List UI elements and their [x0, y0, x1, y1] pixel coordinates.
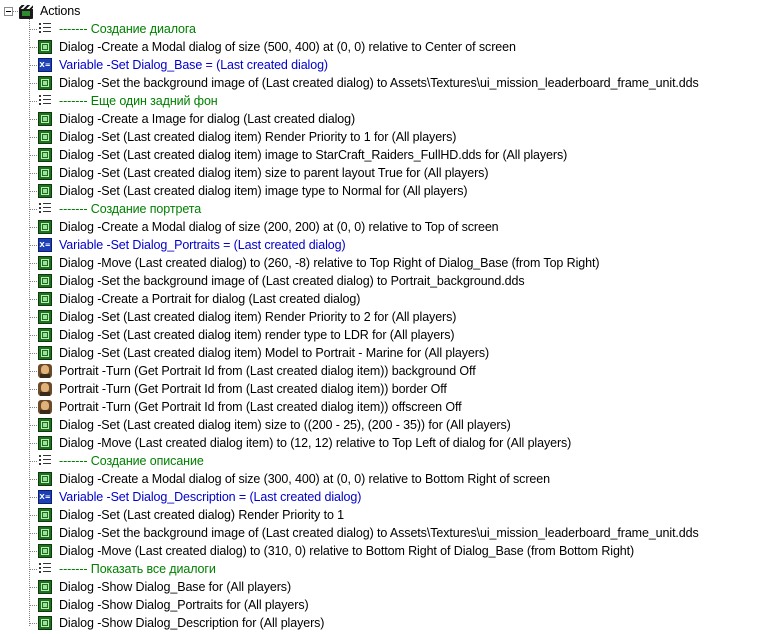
tree-item-label: Dialog -Set (Last created dialog item) image to StarCraft_Raiders_FullHD.dds for (All players) [59, 148, 568, 162]
tree-action-row[interactable] [0, 254, 765, 272]
dialog-icon [38, 112, 52, 126]
tree-comment-row[interactable] [0, 20, 765, 38]
dialog-icon [38, 346, 52, 360]
comment-lines-icon [38, 454, 52, 468]
dialog-icon [38, 220, 52, 234]
tree-action-row[interactable] [0, 524, 765, 542]
dialog-icon [38, 328, 52, 342]
tree-connector [30, 155, 37, 156]
tree-connector [30, 281, 37, 282]
tree-connector [30, 245, 37, 246]
tree-item-label: Dialog -Show Dialog_Portraits for (All players) [59, 598, 309, 612]
tree-connector [30, 353, 37, 354]
tree-action-row[interactable] [0, 614, 765, 632]
tree-item-label: Dialog -Move (Last created dialog) to (310, 0) relative to Bottom Right of Dialog_Base (from Bottom Right) [59, 544, 635, 558]
tree-comment-row[interactable] [0, 560, 765, 578]
dialog-icon [38, 310, 52, 324]
portrait-icon [38, 400, 52, 414]
tree-item-label: Dialog -Create a Modal dialog of size (200, 200) at (0, 0) relative to Top of screen [59, 220, 499, 234]
tree-connector [30, 389, 37, 390]
tree-action-row[interactable] [0, 290, 765, 308]
tree-item-label: Dialog -Set the background image of (Last created dialog) to Portrait_background.dds [59, 274, 525, 288]
tree-connector [30, 227, 37, 228]
tree-action-row[interactable] [0, 326, 765, 344]
tree-action-row[interactable] [0, 56, 765, 74]
tree-item-label: Dialog -Move (Last created dialog item) to (12, 12) relative to Top Left of dialog for (All players) [59, 436, 572, 450]
variable-icon [38, 238, 52, 252]
tree-action-row[interactable] [0, 182, 765, 200]
tree-root-label: Actions [40, 4, 81, 18]
dialog-icon [38, 76, 52, 90]
tree-action-row[interactable] [0, 164, 765, 182]
dialog-icon [38, 148, 52, 162]
tree-item-label: Dialog -Show Dialog_Description for (All players) [59, 616, 325, 630]
dialog-icon [38, 508, 52, 522]
tree-connector [30, 569, 37, 570]
tree-item-label: Dialog -Set (Last created dialog item) render type to LDR for (All players) [59, 328, 455, 342]
dialog-icon [38, 256, 52, 270]
tree-connector [30, 551, 37, 552]
tree-item-label: Dialog -Set (Last created dialog item) Model to Portrait - Marine for (All players) [59, 346, 490, 360]
comment-lines-icon [38, 22, 52, 36]
dialog-icon [38, 526, 52, 540]
tree-item-label: Dialog -Set (Last created dialog item) Render Priority to 1 for (All players) [59, 130, 457, 144]
tree-connector [30, 371, 37, 372]
tree-action-row[interactable] [0, 128, 765, 146]
tree-action-row[interactable] [0, 434, 765, 452]
tree-item-label: Variable -Set Dialog_Base = (Last created dialog) [59, 58, 328, 72]
tree-connector [30, 317, 37, 318]
tree-action-row[interactable] [0, 272, 765, 290]
tree-comment-row[interactable] [0, 92, 765, 110]
collapse-toggle[interactable] [4, 7, 13, 16]
tree-action-row[interactable] [0, 380, 765, 398]
tree-item-label: ------- Еще один задний фон [59, 94, 218, 108]
tree-connector [30, 137, 37, 138]
tree-connector [30, 173, 37, 174]
variable-icon [38, 490, 52, 504]
dialog-icon [38, 40, 52, 54]
tree-comment-row[interactable] [0, 452, 765, 470]
tree-root-actions[interactable] [0, 2, 765, 20]
tree-connector [30, 623, 37, 624]
comment-lines-icon [38, 202, 52, 216]
tree-item-label: Portrait -Turn (Get Portrait Id from (Last created dialog item)) border Off [59, 382, 447, 396]
dialog-icon [38, 544, 52, 558]
tree-action-row[interactable] [0, 488, 765, 506]
tree-action-row[interactable] [0, 344, 765, 362]
tree-action-row[interactable] [0, 74, 765, 92]
tree-connector [30, 479, 37, 480]
tree-connector [30, 605, 37, 606]
tree-action-row[interactable] [0, 596, 765, 614]
comment-lines-icon [38, 94, 52, 108]
tree-connector [30, 191, 37, 192]
dialog-icon [38, 472, 52, 486]
tree-action-row[interactable] [0, 110, 765, 128]
tree-connector [30, 425, 37, 426]
tree-connector [30, 65, 37, 66]
dialog-icon [38, 418, 52, 432]
tree-action-row[interactable] [0, 218, 765, 236]
tree-item-label: Dialog -Set (Last created dialog item) size to parent layout True for (All players) [59, 166, 489, 180]
tree-item-label: Dialog -Set (Last created dialog) Render Priority to 1 [59, 508, 345, 522]
dialog-icon [38, 292, 52, 306]
tree-item-label: Portrait -Turn (Get Portrait Id from (Last created dialog item)) background Off [59, 364, 476, 378]
comment-lines-icon [38, 562, 52, 576]
dialog-icon [38, 616, 52, 630]
tree-item-label: Dialog -Set the background image of (Last created dialog) to Assets\Textures\ui_mission_leaderboard_frame_unit.dds [59, 76, 699, 90]
tree-item-label: Dialog -Move (Last created dialog) to (260, -8) relative to Top Right of Dialog_Base (from Top Right) [59, 256, 600, 270]
tree-item-label: ------- Показать все диалоги [59, 562, 216, 576]
portrait-icon [38, 382, 52, 396]
tree-connector [30, 263, 37, 264]
variable-icon [38, 58, 52, 72]
tree-item-label: ------- Создание портрета [59, 202, 202, 216]
tree-action-row[interactable] [0, 416, 765, 434]
tree-connector [30, 119, 37, 120]
tree-item-label: ------- Создание диалога [59, 22, 196, 36]
tree-item-label: Dialog -Set (Last created dialog item) Render Priority to 2 for (All players) [59, 310, 457, 324]
tree-item-label: Dialog -Set the background image of (Last created dialog) to Assets\Textures\ui_mission_leaderboard_frame_unit.dds [59, 526, 699, 540]
tree-item-label: Dialog -Set (Last created dialog item) size to ((200 - 25), (200 - 35)) for (All players) [59, 418, 511, 432]
tree-connector [30, 407, 37, 408]
tree-action-row[interactable] [0, 542, 765, 560]
tree-connector [30, 497, 37, 498]
dialog-icon [38, 130, 52, 144]
tree-connector [30, 83, 37, 84]
tree-item-label: Variable -Set Dialog_Description = (Last created dialog) [59, 490, 362, 504]
dialog-icon [38, 184, 52, 198]
tree-connector [13, 11, 18, 12]
tree-action-row[interactable] [0, 398, 765, 416]
tree-connector [30, 443, 37, 444]
tree-item-label: Variable -Set Dialog_Portraits = (Last created dialog) [59, 238, 346, 252]
dialog-icon [38, 274, 52, 288]
tree-item-label: Dialog -Create a Portrait for dialog (Last created dialog) [59, 292, 361, 306]
tree-item-label: Dialog -Show Dialog_Base for (All players) [59, 580, 292, 594]
tree-action-row[interactable] [0, 236, 765, 254]
tree-comment-row[interactable] [0, 200, 765, 218]
tree-action-row[interactable] [0, 38, 765, 56]
tree-connector [30, 515, 37, 516]
tree-connector [30, 101, 37, 102]
tree-action-row[interactable] [0, 308, 765, 326]
dialog-icon [38, 436, 52, 450]
dialog-icon [38, 580, 52, 594]
tree-action-row[interactable] [0, 470, 765, 488]
tree-connector [30, 299, 37, 300]
tree-action-row[interactable] [0, 506, 765, 524]
tree-action-row[interactable] [0, 362, 765, 380]
portrait-icon [38, 364, 52, 378]
tree-item-label: Dialog -Create a Modal dialog of size (300, 400) at (0, 0) relative to Bottom Right of screen [59, 472, 550, 486]
tree-action-row[interactable] [0, 578, 765, 596]
tree-item-label: Dialog -Create a Modal dialog of size (500, 400) at (0, 0) relative to Center of screen [59, 40, 516, 54]
tree-connector [30, 47, 37, 48]
dialog-icon [38, 598, 52, 612]
tree-item-label: Portrait -Turn (Get Portrait Id from (Last created dialog item)) offscreen Off [59, 400, 462, 414]
clapper-icon [19, 5, 33, 19]
tree-connector [30, 461, 37, 462]
tree-item-label: Dialog -Create a Image for dialog (Last created dialog) [59, 112, 356, 126]
tree-connector [30, 209, 37, 210]
tree-connector [30, 29, 37, 30]
tree-item-label: Dialog -Set (Last created dialog item) image type to Normal for (All players) [59, 184, 468, 198]
tree-item-label: ------- Создание описание [59, 454, 204, 468]
tree-action-row[interactable] [0, 146, 765, 164]
tree-connector [30, 335, 37, 336]
tree-connector [30, 533, 37, 534]
tree-connector [30, 587, 37, 588]
dialog-icon [38, 166, 52, 180]
